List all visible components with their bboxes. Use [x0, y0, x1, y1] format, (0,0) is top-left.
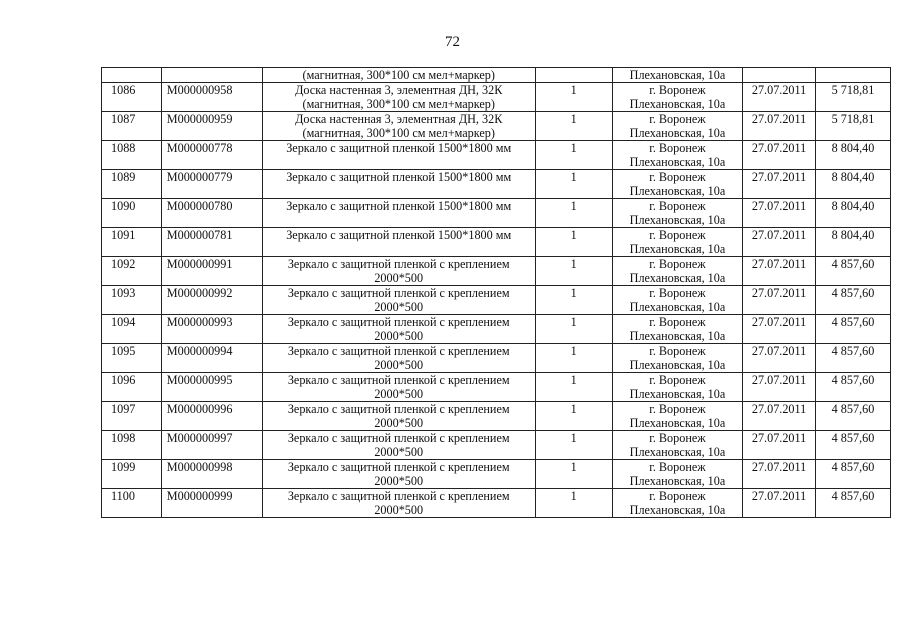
cell-address-line: Плехановская, 10а	[629, 271, 726, 285]
cell-name	[262, 112, 535, 141]
cell-code	[161, 460, 262, 489]
cell-number-line: 1086	[111, 83, 136, 97]
cell-name	[262, 228, 535, 257]
cell-name-line: 2000*500	[374, 271, 424, 285]
cell-quantity-line: 1	[570, 141, 577, 155]
cell-address-line: г. Воронеж	[649, 460, 706, 474]
cell-number	[102, 315, 162, 344]
cell-quantity	[535, 228, 612, 257]
cell-address	[612, 141, 742, 170]
table-row	[102, 344, 891, 373]
cell-date	[743, 373, 816, 402]
cell-name-line: Доска настенная 3, элементная ДН, 32К	[295, 112, 503, 126]
cell-name	[262, 141, 535, 170]
cell-code-line: М000000997	[166, 431, 233, 445]
cell-number	[102, 112, 162, 141]
cell-name	[262, 315, 535, 344]
cell-code	[161, 315, 262, 344]
cell-sum-line: 8 804,40	[831, 199, 875, 213]
cell-name-line: Зеркало с защитной пленкой с креплением	[287, 373, 510, 387]
cell-address-line: г. Воронеж	[649, 228, 706, 242]
cell-name-line: 2000*500	[374, 416, 424, 430]
cell-address-line: г. Воронеж	[649, 431, 706, 445]
cell-quantity-line: 1	[570, 83, 577, 97]
cell-name-line: 2000*500	[374, 358, 424, 372]
cell-name: (магнитная, 300*100 см мел+маркер)	[262, 68, 535, 83]
cell-sum	[815, 315, 890, 344]
cell-quantity-line: 1	[570, 170, 577, 184]
cell-number	[102, 68, 162, 83]
cell-date-line: 27.07.2011	[751, 489, 807, 503]
cell-name	[262, 344, 535, 373]
cell-name	[262, 373, 535, 402]
cell-sum-line: 4 857,60	[831, 402, 875, 416]
cell-code	[161, 112, 262, 141]
cell-date-line: 27.07.2011	[751, 199, 807, 213]
cell-address	[612, 373, 742, 402]
cell-date	[743, 228, 816, 257]
cell-number-line: 1095	[111, 344, 136, 358]
cell-number-line: 1087	[111, 112, 136, 126]
cell-name-line: 2000*500	[374, 300, 424, 314]
cell-sum	[815, 402, 890, 431]
cell-quantity-line: 1	[570, 286, 577, 300]
cell-address-line: Плехановская, 10а	[629, 126, 726, 140]
cell-address-line: г. Воронеж	[649, 489, 706, 503]
cell-date-line: 27.07.2011	[751, 257, 807, 271]
cell-name	[262, 431, 535, 460]
cell-number-line: 1092	[111, 257, 136, 271]
cell-sum	[815, 373, 890, 402]
cell-sum	[815, 228, 890, 257]
cell-date	[743, 489, 816, 518]
cell-address	[612, 402, 742, 431]
cell-address	[612, 112, 742, 141]
cell-sum	[815, 141, 890, 170]
cell-sum-line: 8 804,40	[831, 170, 875, 184]
table-row	[102, 489, 891, 518]
cell-date	[743, 141, 816, 170]
cell-date-line: 27.07.2011	[751, 344, 807, 358]
cell-quantity	[535, 315, 612, 344]
cell-quantity-line: 1	[570, 257, 577, 271]
cell-date	[743, 112, 816, 141]
cell-address-line: г. Воронеж	[649, 141, 706, 155]
cell-number-line: 1093	[111, 286, 136, 300]
cell-quantity-line: 1	[570, 460, 577, 474]
cell-code	[161, 402, 262, 431]
cell-date-line: 27.07.2011	[751, 373, 807, 387]
cell-quantity	[535, 460, 612, 489]
cell-name-line: 2000*500	[374, 474, 424, 488]
cell-code	[161, 228, 262, 257]
cell-number-line: 1099	[111, 460, 136, 474]
cell-number-line: 1088	[111, 141, 136, 155]
cell-address: Плехановская, 10а	[612, 68, 742, 83]
cell-address-line: Плехановская, 10а	[629, 445, 726, 459]
cell-number	[102, 170, 162, 199]
cell-address	[612, 228, 742, 257]
cell-code	[161, 431, 262, 460]
cell-number	[102, 460, 162, 489]
cell-address-line: Плехановская, 10а	[629, 416, 726, 430]
cell-code	[161, 373, 262, 402]
cell-date	[743, 170, 816, 199]
cell-name	[262, 402, 535, 431]
cell-number-line: 1096	[111, 373, 136, 387]
cell-code	[161, 141, 262, 170]
cell-name-line: 2000*500	[374, 329, 424, 343]
cell-address-line: Плехановская, 10а	[629, 242, 726, 256]
cell-number	[102, 257, 162, 286]
cell-date	[743, 68, 816, 83]
cell-code-line: М000000999	[166, 489, 233, 503]
cell-sum-line: 4 857,60	[831, 373, 875, 387]
cell-code	[161, 489, 262, 518]
cell-name	[262, 489, 535, 518]
cell-quantity	[535, 83, 612, 112]
cell-name	[262, 170, 535, 199]
cell-number-line: 1094	[111, 315, 136, 329]
cell-name-line: Зеркало с защитной пленкой с креплением	[287, 257, 510, 271]
cell-sum-line: 4 857,60	[831, 460, 875, 474]
cell-address	[612, 170, 742, 199]
cell-quantity-line: 1	[570, 315, 577, 329]
cell-date-line: 27.07.2011	[751, 460, 807, 474]
table-row	[102, 141, 891, 170]
table-row	[102, 83, 891, 112]
cell-number	[102, 489, 162, 518]
cell-date-line: 27.07.2011	[751, 431, 807, 445]
cell-address	[612, 489, 742, 518]
cell-address-line: г. Воронеж	[649, 83, 706, 97]
cell-date	[743, 286, 816, 315]
cell-sum-line: 4 857,60	[831, 431, 875, 445]
cell-address	[612, 83, 742, 112]
cell-sum-line: 4 857,60	[831, 315, 875, 329]
cell-code-line: М000000778	[166, 141, 233, 155]
cell-address-line: г. Воронеж	[649, 402, 706, 416]
cell-address-line: Плехановская, 10а	[629, 387, 726, 401]
cell-quantity	[535, 373, 612, 402]
table-row	[102, 460, 891, 489]
table-row	[102, 402, 891, 431]
cell-address	[612, 344, 742, 373]
cell-quantity	[535, 199, 612, 228]
inventory-table	[101, 67, 891, 518]
cell-code-line: М000000991	[166, 257, 233, 271]
table-row	[102, 170, 891, 199]
cell-name-line: (магнитная, 300*100 см мел+маркер)	[302, 126, 495, 140]
cell-name	[262, 257, 535, 286]
table-row	[102, 112, 891, 141]
cell-address-line: г. Воронеж	[649, 286, 706, 300]
cell-name-line: Зеркало с защитной пленкой 1500*1800 мм	[286, 199, 512, 213]
cell-number	[102, 228, 162, 257]
cell-sum-line: 4 857,60	[831, 257, 875, 271]
cell-sum-line: 5 718,81	[831, 112, 875, 126]
cell-sum	[815, 68, 890, 83]
cell-name	[262, 83, 535, 112]
cell-sum-line: 8 804,40	[831, 228, 875, 242]
cell-quantity-line: 1	[570, 199, 577, 213]
cell-date-line: 27.07.2011	[751, 228, 807, 242]
cell-code-line: М000000998	[166, 460, 233, 474]
cell-number	[102, 431, 162, 460]
cell-address-line: Плехановская, 10а	[629, 155, 726, 169]
cell-code-line: М000000780	[166, 199, 233, 213]
cell-code	[161, 83, 262, 112]
cell-sum	[815, 199, 890, 228]
cell-date-line: 27.07.2011	[751, 315, 807, 329]
cell-date	[743, 199, 816, 228]
cell-date	[743, 402, 816, 431]
cell-sum-line: 4 857,60	[831, 286, 875, 300]
cell-address	[612, 286, 742, 315]
cell-address-line: г. Воронеж	[649, 112, 706, 126]
cell-name-line: Зеркало с защитной пленкой с креплением	[287, 286, 510, 300]
cell-number	[102, 373, 162, 402]
cell-number-line: 1090	[111, 199, 136, 213]
cell-name-line: Зеркало с защитной пленкой с креплением	[287, 402, 510, 416]
cell-code-line: М000000995	[166, 373, 233, 387]
cell-quantity-line: 1	[570, 489, 577, 503]
cell-number	[102, 344, 162, 373]
cell-date-line: 27.07.2011	[751, 286, 807, 300]
cell-name-line: 2000*500	[374, 445, 424, 459]
cell-address-line: Плехановская, 10а	[629, 503, 726, 517]
cell-address-line: Плехановская, 10а	[629, 358, 726, 372]
cell-sum-line: 4 857,60	[831, 489, 875, 503]
cell-number	[102, 286, 162, 315]
cell-code-line: М000000781	[166, 228, 233, 242]
cell-sum	[815, 112, 890, 141]
cell-code	[161, 170, 262, 199]
cell-address-line: Плехановская, 10а	[629, 329, 726, 343]
cell-code-line: М000000992	[166, 286, 233, 300]
cell-quantity-line: 1	[570, 344, 577, 358]
cell-address-line: г. Воронеж	[649, 257, 706, 271]
cell-sum	[815, 431, 890, 460]
cell-code-line: М000000993	[166, 315, 233, 329]
cell-date-line: 27.07.2011	[751, 83, 807, 97]
page-number: 72	[445, 34, 460, 50]
cell-quantity	[535, 112, 612, 141]
cell-name-line: Зеркало с защитной пленкой 1500*1800 мм	[286, 170, 512, 184]
cell-code-line: М000000996	[166, 402, 233, 416]
cell-sum-line: 4 857,60	[831, 344, 875, 358]
cell-date-line: 27.07.2011	[751, 141, 807, 155]
cell-quantity	[535, 286, 612, 315]
cell-address-line: г. Воронеж	[649, 170, 706, 184]
cell-address-line: Плехановская, 10а	[629, 184, 726, 198]
cell-quantity-line: 1	[570, 402, 577, 416]
cell-quantity	[535, 68, 612, 83]
cell-name-line: Зеркало с защитной пленкой с креплением	[287, 344, 510, 358]
table-row-continuation	[102, 68, 891, 83]
cell-sum	[815, 460, 890, 489]
cell-sum	[815, 257, 890, 286]
cell-name-line: Зеркало с защитной пленкой с креплением	[287, 460, 510, 474]
cell-address-line: Плехановская, 10а	[629, 474, 726, 488]
cell-sum-line: 5 718,81	[831, 83, 875, 97]
cell-quantity-line: 1	[570, 373, 577, 387]
cell-name-line: Зеркало с защитной пленкой 1500*1800 мм	[286, 141, 512, 155]
cell-date	[743, 431, 816, 460]
cell-quantity	[535, 257, 612, 286]
cell-sum	[815, 344, 890, 373]
cell-address	[612, 257, 742, 286]
cell-quantity	[535, 141, 612, 170]
cell-name-line: Зеркало с защитной пленкой с креплением	[287, 431, 510, 445]
cell-number-line: 1100	[111, 489, 135, 503]
cell-quantity	[535, 431, 612, 460]
cell-code	[161, 257, 262, 286]
cell-address-line: г. Воронеж	[649, 199, 706, 213]
cell-date-line: 27.07.2011	[751, 170, 807, 184]
cell-address-line: г. Воронеж	[649, 344, 706, 358]
cell-code	[161, 199, 262, 228]
cell-date	[743, 315, 816, 344]
cell-quantity-line: 1	[570, 112, 577, 126]
cell-date-line: 27.07.2011	[751, 112, 807, 126]
cell-code	[161, 344, 262, 373]
cell-code-line: М000000958	[166, 83, 233, 97]
cell-number-line: 1098	[111, 431, 136, 445]
inventory-table-body	[102, 68, 891, 518]
cell-address	[612, 431, 742, 460]
cell-code-line: М000000779	[166, 170, 233, 184]
table-row	[102, 228, 891, 257]
cell-name-line: (магнитная, 300*100 см мел+маркер)	[302, 97, 495, 111]
cell-date	[743, 257, 816, 286]
cell-number	[102, 199, 162, 228]
cell-address-line: Плехановская, 10а	[629, 97, 726, 111]
cell-sum	[815, 489, 890, 518]
cell-quantity-line: 1	[570, 431, 577, 445]
cell-number	[102, 83, 162, 112]
cell-name-line: 2000*500	[374, 503, 424, 517]
cell-name-line: Зеркало с защитной пленкой 1500*1800 мм	[286, 228, 512, 242]
cell-number-line: 1089	[111, 170, 136, 184]
cell-quantity	[535, 170, 612, 199]
cell-code-line: М000000994	[166, 344, 233, 358]
cell-address-line: г. Воронеж	[649, 373, 706, 387]
cell-sum	[815, 83, 890, 112]
cell-name-line: Доска настенная 3, элементная ДН, 32К	[295, 83, 503, 97]
table-row	[102, 315, 891, 344]
cell-code	[161, 286, 262, 315]
cell-address	[612, 199, 742, 228]
table-row	[102, 286, 891, 315]
cell-name-line: Зеркало с защитной пленкой с креплением	[287, 489, 510, 503]
cell-name	[262, 199, 535, 228]
cell-name-line: Зеркало с защитной пленкой с креплением	[287, 315, 510, 329]
cell-number-line: 1097	[111, 402, 136, 416]
cell-code	[161, 68, 262, 83]
cell-date	[743, 83, 816, 112]
cell-code-line: М000000959	[166, 112, 233, 126]
cell-name-line: 2000*500	[374, 387, 424, 401]
cell-number	[102, 141, 162, 170]
cell-quantity-line: 1	[570, 228, 577, 242]
cell-name	[262, 460, 535, 489]
cell-address-line: Плехановская, 10а	[629, 213, 726, 227]
cell-name	[262, 286, 535, 315]
table-row	[102, 257, 891, 286]
cell-sum-line: 8 804,40	[831, 141, 875, 155]
cell-quantity	[535, 402, 612, 431]
cell-address-line: Плехановская, 10а	[629, 300, 726, 314]
cell-quantity	[535, 489, 612, 518]
cell-sum	[815, 170, 890, 199]
cell-date	[743, 344, 816, 373]
table-row	[102, 373, 891, 402]
cell-address-line: г. Воронеж	[649, 315, 706, 329]
table-row	[102, 431, 891, 460]
table-row	[102, 199, 891, 228]
cell-date	[743, 460, 816, 489]
cell-address	[612, 315, 742, 344]
cell-date-line: 27.07.2011	[751, 402, 807, 416]
cell-address	[612, 460, 742, 489]
cell-quantity	[535, 344, 612, 373]
cell-number	[102, 402, 162, 431]
cell-sum	[815, 286, 890, 315]
cell-number-line: 1091	[111, 228, 136, 242]
